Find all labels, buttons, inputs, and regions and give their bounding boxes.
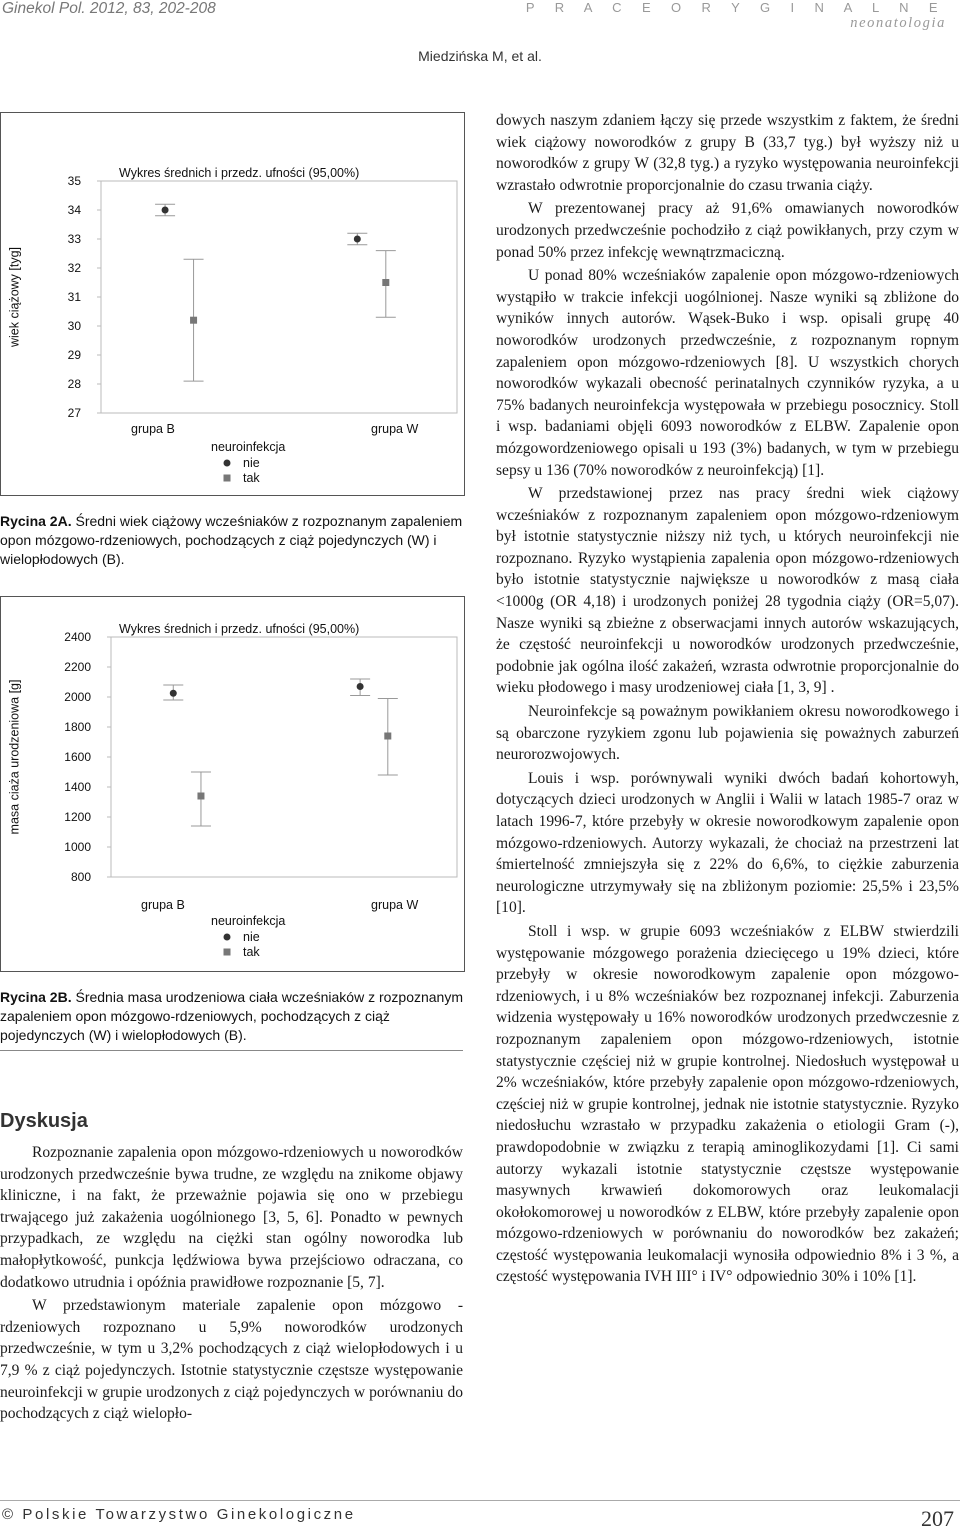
paragraph: Stoll i wsp. w grupie 6093 wcześniaków z ELBW stwierdzili występowanie mózgowego porażenia dziecięcego u 19% dzieci, które przebyły w okresie noworodkowym zapalenie opon mózgowo-rdzeniowych, i u 8% wcześniaków bez rozpoznanej infekcji. Zaburzenia widzenia występowały u 16% noworodków urodzonych przedwczesnie z rozpoznanym zapaleniem opon mózgowo-rdzeniowych, istotnie statystycznie częściej niż w grupie kontrolnej. Niedosłuch występował u 2% wcześniaków, które przebyły zapalenie opon mózgowo-rdzeniowych, częściej niż w grupie kontrolnej, jednak nie istotnie statystycznie. Ryzyko niedosłuchu wzrastało w przypadku zakażenia o etiologii Gram (-), prawdopodobnie w związku z terapią aminoglikozydami [1]. Ci sami autorzy wykazali istotnie statystycznie częstsze występowanie masywnych krwawień dokomorowych oraz leukomalacji okołokomorowej u noworodków z ELBW, które przebyły zapalenie opon mózgowo-rdzeniowych w porównaniu do noworodków bez zakażeń; częstość występowania leukomalacji wynosiła odpowiednio 8% i 3 %, a częstość występowania IVH III° i IV° odpowiednio 30% i 10% [1]. bbox=[496, 922, 959, 1286]
legend-marker-square bbox=[224, 949, 231, 956]
y-tick-label: 1200 bbox=[64, 810, 91, 824]
x-category-label: grupa W bbox=[371, 422, 419, 436]
chart-2a bbox=[1, 113, 464, 495]
y-tick-label: 1800 bbox=[64, 720, 91, 734]
figure-2b-caption-text: Średnia masa urodzeniowa ciała wcześniaków z rozpoznanym zapaleniem opon mózgowo-rdzeniowych, pochodzących z ciąż pojedynczych (W) i wielopłodowych (B). bbox=[0, 989, 464, 1043]
y-tick-label: 35 bbox=[67, 174, 81, 188]
y-tick-label: 29 bbox=[67, 348, 81, 362]
x-category-label: grupa W bbox=[371, 898, 419, 912]
y-axis-label: masa ciaża urodzeniowa [g] bbox=[7, 679, 22, 835]
page-number: 207 bbox=[921, 1506, 954, 1531]
authors-running-head: Miedzińska M, et al. bbox=[418, 48, 542, 64]
y-tick-label: 1600 bbox=[64, 750, 91, 764]
paragraph: W prezentowanej pracy aż 91,6% omawianych noworodków urodzonych przedwcześnie pochodziło z ciąż powikłanych, przy czym w ponad 50% przez infekcję wewnątrzmaciczną. bbox=[496, 200, 959, 261]
y-tick-label: 31 bbox=[67, 290, 81, 304]
figure-2a bbox=[0, 112, 465, 496]
x-category-label: grupa B bbox=[131, 422, 175, 436]
legend-marker-square bbox=[224, 475, 231, 482]
legend-title: neuroinfekcja bbox=[211, 914, 286, 928]
mean-marker-square bbox=[384, 733, 391, 740]
y-tick-label: 2000 bbox=[64, 690, 91, 704]
mean-marker-circle bbox=[357, 683, 364, 690]
legend-marker-circle bbox=[224, 460, 231, 467]
paragraph: Rozpoznanie zapalenia opon mózgowo-rdzeniowych u noworodków urodzonych przedwcześnie bywa trudne, ze względu na znikome objawy kliniczne, i na fakt, że przeważnie pojawia się ono w przebiegu trwającego już zakażenia uogólnionego [3, 5, 6]. Ponadto w pewnych przypadkach, ze względu na ciężki stan ogólny noworodka lub małopłytkowość, punkcja lędźwiowa bywa przejściowo odraczana, co dodatkowo utrudnia i opóźnia prawidłowe rozpoznanie [5, 7]. bbox=[0, 1144, 463, 1291]
figure-2b-caption bbox=[0, 988, 470, 1045]
discussion-right-column bbox=[496, 110, 959, 1288]
section-label: P R A C E O R Y G I N A L N E bbox=[525, 0, 946, 15]
figure-2a-caption bbox=[0, 512, 470, 569]
chart-2b bbox=[1, 597, 464, 971]
plot-area bbox=[101, 181, 457, 413]
paragraph: Neuroinfekcje są poważnym powikłaniem okresu noworodkowego i są obarczone ryzykiem zgonu lub pojawienia się poważnych zaburzeń neurorozwojowych. bbox=[496, 703, 959, 764]
paragraph: dowych naszym zdaniem łączy się przede wszystkim z faktem, że średni wiek ciążowy noworodków z grupy B (33,7 tyg.) był wyższy niż u noworodków z grupy W (32,8 tyg.) a ryzyko występowania neuroinfekcji wzrastało odwrotnie proporcjonalnie do czasu trwania ciąży. bbox=[496, 112, 959, 194]
paragraph: Louis i wsp. porównywali wyniki dwóch badań kohortowyh, dotyczących dzieci urodzonych w Anglii i Walii w latach 1985-7 oraz w latach 1996-7, które przebyły w okresie noworodkowym zapalenie opon mózgowo-rdzeniowych. Autorzy wykazali, że chociaż na przestrzeni lat śmiertelność zmniejszyła się z 22% do 6,6%, to ciężkie zaburzenia neurologiczne utrzymywały się na zbliżonym poziomie: 25,5% i 23,5% [10]. bbox=[496, 769, 959, 917]
section-heading-dyskusja: Dyskusja bbox=[0, 1110, 88, 1132]
y-tick-label: 1400 bbox=[64, 780, 91, 794]
x-category-label: grupa B bbox=[141, 898, 185, 912]
y-axis-label: wiek ciążowy [tyg] bbox=[7, 246, 22, 348]
figure-2a-label: Rycina 2A. bbox=[0, 513, 72, 529]
y-tick-label: 1000 bbox=[64, 840, 91, 854]
discussion-left-column bbox=[0, 1142, 463, 1425]
legend-marker-circle bbox=[224, 934, 231, 941]
y-tick-label: 2200 bbox=[64, 660, 91, 674]
mean-marker-circle bbox=[170, 690, 177, 697]
chart-title: Wykres średnich i przedz. ufności (95,00%) bbox=[119, 166, 360, 180]
mean-marker-circle bbox=[162, 207, 169, 214]
plot-area bbox=[111, 637, 457, 877]
y-tick-label: 28 bbox=[67, 377, 81, 391]
y-tick-label: 34 bbox=[67, 203, 81, 217]
caption-divider bbox=[0, 1050, 463, 1051]
legend-entry: nie bbox=[243, 456, 260, 470]
figure-2b-label: Rycina 2B. bbox=[0, 989, 72, 1005]
figure-2b bbox=[0, 596, 465, 972]
y-tick-label: 2400 bbox=[64, 630, 91, 644]
legend-entry: tak bbox=[243, 471, 260, 485]
y-tick-label: 27 bbox=[67, 406, 81, 420]
paragraph: U ponad 80% wcześniaków zapalenie opon mózgowo-rdzeniowych wystąpiło w trakcie infekcji uogólnionej. Nasze wyniki są zbliżone do wyników innych autorów. Wąsek-Buko i wsp. opisali grupę 40 noworodków urodzonych przedwcześnie, z rozpoznanym ropnym zapaleniem opon mózgowo-rdzeniowych [8]. U wszystkich chorych noworodków wykazali obecność perinatalnych czynników ryzyka, a u 75% badanych neuroinfekcja występowała w przebiegu posocznicy. Stoll i wsp. badaniami objęli 6093 noworodków z ELBW. Zapalenie opon mózgowordzeniowego opisali u 193 (3%) badanych, w tym w przebiegu sepsy u 136 (70% noworodków z neuroinfekcją) [1]. bbox=[496, 267, 959, 479]
mean-marker-square bbox=[197, 793, 204, 800]
paragraph: W przedstawionym materiale zapalenie opon mózgowo -rdzeniowych rozpoznano u 5,9% noworodków urodzonych przedwcześnie, w tym u 3,2% pochodzących z ciąż wielopłodowych i u 7,9 % z ciąż pojedynczych. Istotnie statystycznie częstsze występowanie neuroinfekcji w grupie urodzonych z ciąż pojedynczych w porównaniu do pochodzących z ciąż wielopło- bbox=[0, 1297, 463, 1423]
journal-citation: Ginekol Pol. 2012, 83, 202-208 bbox=[2, 0, 216, 17]
paragraph: W przedstawionej przez nas pracy średni wiek ciążowy wcześniaków z rozpoznanym zapaleniem opon mózgowo-rdzeniowym był istotnie statystycznie niższy niż tych, u których neuroinfekcji nie rozpoznano. Ryzyko wystąpienia zapalenia opon mózgowo-rdzeniowych było istotnie statystycznie największe u noworodków z masą ciała <1000g (OR 4,18) i urodzonych poniżej 28 tygodnia ciąży (OR=5,07). Nasze wyniki są zbieżne z obserwacjami innych autorów wskazujących, że częstość neuroinfekcji u noworodków urodzonych przedwcześnie, podobnie jak ogólna ilość zakażeń, wzrasta odwrotnie proporcjonalnie do wieku płodowego i masy urodzeniowej ciała [1, 3, 9] . bbox=[496, 485, 959, 697]
y-tick-label: 32 bbox=[67, 261, 81, 275]
mean-marker-circle bbox=[354, 236, 361, 243]
legend-entry: nie bbox=[243, 930, 260, 944]
mean-marker-square bbox=[382, 279, 389, 286]
legend-title: neuroinfekcja bbox=[211, 440, 286, 454]
figure-2a-caption-text: Średni wiek ciążowy wcześniaków z rozpoznanym zapaleniem opon mózgowo-rdzeniowych, pochodzących z ciąż pojedynczych (W) i wielopłodowych (B). bbox=[0, 513, 463, 567]
y-tick-label: 800 bbox=[70, 870, 91, 884]
section-header bbox=[526, 0, 946, 32]
y-tick-label: 33 bbox=[67, 232, 81, 246]
subsection-label: neonatologia bbox=[850, 15, 946, 31]
y-tick-label: 30 bbox=[67, 319, 81, 333]
chart-title: Wykres średnich i przedz. ufności (95,00%) bbox=[119, 622, 360, 636]
footer-divider bbox=[0, 1500, 960, 1501]
mean-marker-square bbox=[190, 317, 197, 324]
publisher-credit: © Polskie Towarzystwo Ginekologiczne bbox=[2, 1506, 356, 1523]
legend-entry: tak bbox=[243, 945, 260, 959]
